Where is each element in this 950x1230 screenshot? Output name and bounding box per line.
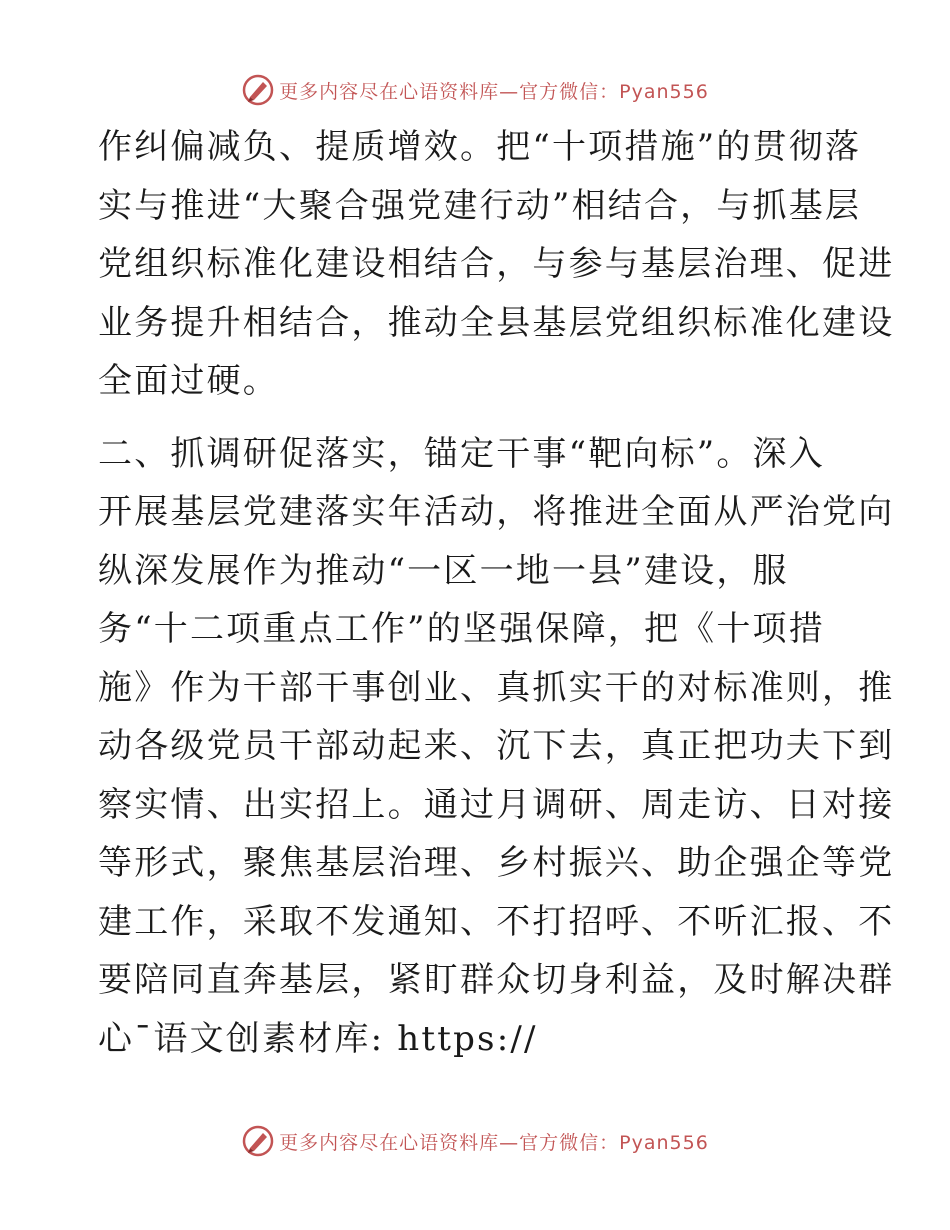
text-line: 纵深发展作为推动“一区一地一县”建设，服	[98, 550, 789, 591]
text-line: 务“十二项重点工作”的坚强保障，把《十项措	[98, 609, 825, 649]
pen-logo-icon	[241, 1124, 275, 1158]
text-line: 党组织标准化建设相结合，与参与基层治理、促进	[98, 244, 895, 284]
pen-logo-icon	[241, 73, 275, 107]
header-watermark	[0, 70, 950, 110]
text-line: 开展基层党建落实年活动，将推进全面从严治党向	[98, 492, 895, 532]
document-body	[98, 118, 895, 1068]
paragraph-2	[98, 425, 895, 1069]
text-line: 实与推进“大聚合强党建行动”相结合，与抓基层	[98, 185, 862, 226]
text-line: 业务提升相结合，推动全县基层党组织标准化建设	[98, 302, 895, 343]
text-line: 等形式，聚焦基层治理、乡村振兴、助企强企等党	[98, 843, 895, 883]
paragraph-1	[98, 118, 895, 411]
footer-watermark	[0, 1121, 950, 1161]
watermark-text: 更多内容尽在心语资料库—官方微信：Pyan556	[279, 80, 709, 103]
text-line: 施》作为干部干事创业、真抓实干的对标准则，推	[98, 667, 895, 708]
watermark-text: 更多内容尽在心语资料库—官方微信：Pyan556	[279, 1131, 709, 1154]
text-line: 建工作，采取不发通知、不打招呼、不听汇报、不	[98, 901, 895, 942]
text-line: 动各级党员干部动起来、沉下去，真正把功夫下到	[98, 726, 895, 766]
section-heading-line: 二、抓调研促落实，锚定干事“靶向标”。深入	[98, 433, 825, 474]
text-line: 要陪同直奔基层，紧盯群众切身利益，及时解决群	[98, 960, 895, 1000]
text-line: 作纠偏减负、提质增效。把“十项措施”的贯彻落	[98, 127, 862, 167]
text-line: 全面过硬。	[98, 361, 279, 401]
text-line: 心¯语文创素材库: https://	[98, 1018, 538, 1059]
text-line: 察实情、出实招上。通过月调研、周走访、日对接	[98, 784, 895, 825]
